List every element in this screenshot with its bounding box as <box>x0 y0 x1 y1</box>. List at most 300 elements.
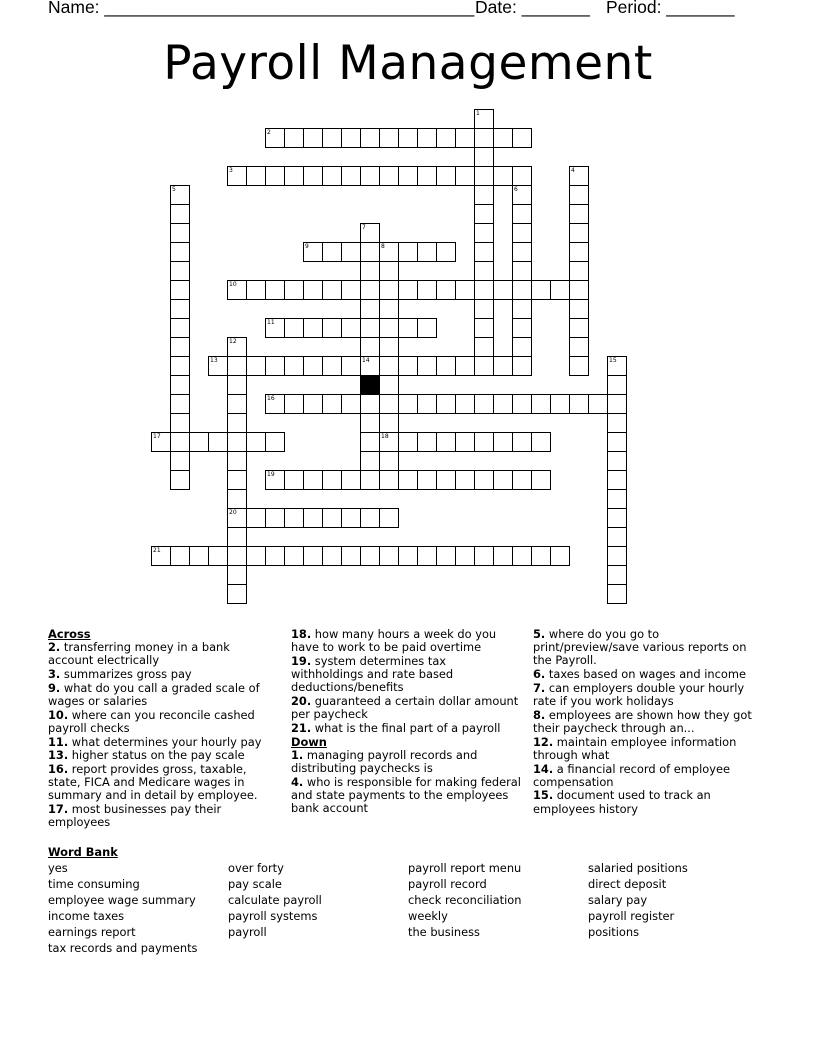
grid-cell[interactable] <box>607 394 627 414</box>
clue-text: employees are shown how they got their paycheck through an... <box>533 707 752 735</box>
grid-cell[interactable] <box>569 299 589 319</box>
grid-cell[interactable] <box>303 166 323 186</box>
clue-item <box>533 763 763 789</box>
grid-cell[interactable] <box>360 223 380 243</box>
clue-text: taxes based on wages and income <box>545 667 746 682</box>
word-bank-item: salaried positions <box>588 861 688 875</box>
grid-cell[interactable] <box>455 280 475 300</box>
grid-cell[interactable] <box>588 394 608 414</box>
grid-cell[interactable] <box>322 318 342 338</box>
grid-cell[interactable] <box>493 546 513 566</box>
grid-cell[interactable] <box>322 128 342 148</box>
grid-cell[interactable] <box>531 280 551 300</box>
grid-cell[interactable] <box>569 166 589 186</box>
grid-cell[interactable] <box>341 508 361 528</box>
grid-cell[interactable] <box>512 261 532 281</box>
grid-cell[interactable] <box>360 242 380 262</box>
grid-cell[interactable] <box>512 546 532 566</box>
clue-number: 8 <box>381 243 385 250</box>
grid-cell[interactable] <box>607 508 627 528</box>
clue-text: who is responsible for making federal and state payments to the employees bank account <box>291 774 521 816</box>
clue-text: how many hours a week do you have to work to be paid overtime <box>291 627 497 655</box>
clue-number-label: 11. <box>48 734 69 749</box>
grid-cell[interactable] <box>151 546 171 566</box>
grid-cell[interactable] <box>360 508 380 528</box>
grid-cell[interactable] <box>379 128 399 148</box>
clue-number: 5 <box>172 186 176 193</box>
grid-cell[interactable] <box>227 432 247 452</box>
grid-cell[interactable] <box>360 299 380 319</box>
grid-cell[interactable] <box>474 318 494 338</box>
grid-cell[interactable] <box>227 451 247 471</box>
clue-number: 21 <box>153 547 161 554</box>
grid-cell[interactable] <box>512 299 532 319</box>
grid-cell[interactable] <box>474 204 494 224</box>
grid-cell[interactable] <box>607 375 627 395</box>
grid-cell[interactable] <box>455 166 475 186</box>
grid-cell[interactable] <box>493 432 513 452</box>
grid-cell[interactable] <box>170 337 190 357</box>
grid-cell[interactable] <box>170 280 190 300</box>
grid-cell[interactable] <box>569 242 589 262</box>
grid-cell[interactable] <box>265 128 285 148</box>
grid-cell[interactable] <box>265 318 285 338</box>
clue-number: 12 <box>229 338 237 345</box>
grid-cell[interactable] <box>512 166 532 186</box>
grid-cell[interactable] <box>360 356 380 376</box>
grid-cell[interactable] <box>493 356 513 376</box>
grid-cell[interactable] <box>246 280 266 300</box>
grid-cell[interactable] <box>246 432 266 452</box>
grid-cell[interactable] <box>398 546 418 566</box>
grid-cell[interactable] <box>569 204 589 224</box>
grid-cell[interactable] <box>379 299 399 319</box>
grid-cell[interactable] <box>227 489 247 509</box>
grid-cell[interactable] <box>607 527 627 547</box>
grid-cell[interactable] <box>284 546 304 566</box>
grid-cell[interactable] <box>379 280 399 300</box>
clue-item <box>48 736 276 749</box>
down-heading: Down <box>291 734 327 749</box>
grid-cell[interactable] <box>379 356 399 376</box>
clue-item <box>48 668 276 681</box>
grid-cell[interactable] <box>360 432 380 452</box>
grid-cell[interactable] <box>455 394 475 414</box>
grid-cell[interactable] <box>379 375 399 395</box>
word-bank-item: check reconciliation <box>408 893 522 907</box>
grid-cell[interactable] <box>417 242 437 262</box>
clue-number-label: 14. <box>533 761 554 776</box>
clue-text: report provides gross, taxable, state, FICA and Medicare wages in summary and in detail by employee. <box>48 762 258 803</box>
clue-text: most businesses pay their employees <box>48 802 222 830</box>
grid-cell[interactable] <box>512 337 532 357</box>
grid-cell[interactable] <box>265 166 285 186</box>
grid-cell[interactable] <box>455 356 475 376</box>
grid-cell[interactable] <box>189 546 209 566</box>
grid-cell[interactable] <box>360 318 380 338</box>
grid-cell[interactable] <box>474 261 494 281</box>
grid-cell[interactable] <box>227 166 247 186</box>
word-bank-item: weekly <box>408 909 448 923</box>
grid-cell[interactable] <box>284 508 304 528</box>
grid-cell[interactable] <box>265 508 285 528</box>
grid-cell[interactable] <box>512 204 532 224</box>
grid-cell[interactable] <box>170 470 190 490</box>
grid-cell[interactable] <box>569 356 589 376</box>
grid-cell[interactable] <box>436 432 456 452</box>
word-bank-item: direct deposit <box>588 877 667 891</box>
clue-number: 7 <box>362 224 366 231</box>
grid-cell[interactable] <box>474 546 494 566</box>
grid-cell[interactable] <box>303 394 323 414</box>
clue-text: where can you reconcile cashed payroll checks <box>48 707 255 735</box>
grid-cell[interactable] <box>455 432 475 452</box>
grid-cell[interactable] <box>569 223 589 243</box>
grid-cell[interactable] <box>417 280 437 300</box>
grid-cell[interactable] <box>607 356 627 376</box>
grid-cell[interactable] <box>398 128 418 148</box>
down-clue-list-part1 <box>291 749 521 816</box>
grid-cell[interactable] <box>379 432 399 452</box>
grid-cell[interactable] <box>379 546 399 566</box>
grid-cell[interactable] <box>360 413 380 433</box>
grid-cell[interactable] <box>170 242 190 262</box>
grid-cell[interactable] <box>398 280 418 300</box>
grid-cell[interactable] <box>417 546 437 566</box>
grid-cell[interactable] <box>303 318 323 338</box>
grid-cell[interactable] <box>455 128 475 148</box>
grid-cell[interactable] <box>360 546 380 566</box>
grid-cell[interactable] <box>398 318 418 338</box>
grid-cell[interactable] <box>341 166 361 186</box>
grid-cell[interactable] <box>303 280 323 300</box>
grid-cell[interactable] <box>170 546 190 566</box>
clue-number-label: 9. <box>48 680 61 695</box>
grid-cell[interactable] <box>607 470 627 490</box>
grid-cell[interactable] <box>265 470 285 490</box>
grid-cell[interactable] <box>360 261 380 281</box>
grid-cell[interactable] <box>474 166 494 186</box>
word-bank-item: employee wage summary <box>48 893 196 907</box>
grid-cell[interactable] <box>417 432 437 452</box>
word-bank-item: positions <box>588 925 640 939</box>
grid-cell[interactable] <box>398 470 418 490</box>
grid-cell[interactable] <box>284 128 304 148</box>
grid-cell[interactable] <box>151 432 171 452</box>
grid-cell[interactable] <box>265 432 285 452</box>
grid-cell[interactable] <box>607 413 627 433</box>
grid-cell[interactable] <box>265 356 285 376</box>
grid-cell[interactable] <box>170 204 190 224</box>
grid-cell[interactable] <box>607 432 627 452</box>
grid-cell[interactable] <box>417 166 437 186</box>
clue-number-label: 13. <box>48 748 69 763</box>
word-bank-item: payroll record <box>408 877 487 891</box>
grid-cell[interactable] <box>474 280 494 300</box>
grid-cell[interactable] <box>379 242 399 262</box>
grid-cell[interactable] <box>436 470 456 490</box>
grid-cell[interactable] <box>379 508 399 528</box>
grid-cell[interactable] <box>512 356 532 376</box>
grid-cell[interactable] <box>474 223 494 243</box>
grid-cell[interactable] <box>170 432 190 452</box>
grid-cell[interactable] <box>531 470 551 490</box>
word-bank-item: income taxes <box>48 909 125 923</box>
grid-cell[interactable] <box>379 261 399 281</box>
clue-item <box>48 641 276 667</box>
grid-cell[interactable] <box>474 185 494 205</box>
grid-cell[interactable] <box>474 242 494 262</box>
grid-cell[interactable] <box>284 280 304 300</box>
grid-cell[interactable] <box>569 337 589 357</box>
period-field[interactable]: Period: _______ <box>606 0 735 17</box>
grid-cell[interactable] <box>493 166 513 186</box>
grid-cell[interactable] <box>265 394 285 414</box>
grid-cell[interactable] <box>284 318 304 338</box>
grid-cell[interactable] <box>436 166 456 186</box>
grid-cell[interactable] <box>474 470 494 490</box>
grid-cell[interactable] <box>512 470 532 490</box>
name-field[interactable]: Name: ______________________________________ <box>48 0 475 17</box>
word-bank-column-3 <box>408 860 588 940</box>
word-bank-item: time consuming <box>48 877 140 891</box>
clue-item <box>48 709 276 735</box>
grid-cell[interactable] <box>493 470 513 490</box>
grid-cell[interactable] <box>322 166 342 186</box>
grid-cell[interactable] <box>493 280 513 300</box>
grid-cell[interactable] <box>341 318 361 338</box>
grid-cell[interactable] <box>341 356 361 376</box>
grid-cell[interactable] <box>436 242 456 262</box>
clue-number: 10 <box>229 281 237 288</box>
grid-cell[interactable] <box>455 470 475 490</box>
grid-cell[interactable] <box>436 394 456 414</box>
grid-cell[interactable] <box>512 432 532 452</box>
word-bank-item: salary pay <box>588 893 648 907</box>
clue-item <box>533 736 763 762</box>
grid-cell[interactable] <box>227 546 247 566</box>
word-bank-item: payroll systems <box>228 909 318 923</box>
grid-cell[interactable] <box>417 394 437 414</box>
grid-cell[interactable] <box>569 318 589 338</box>
grid-cell[interactable] <box>436 280 456 300</box>
clue-number: 9 <box>305 243 309 250</box>
grid-cell[interactable] <box>208 432 228 452</box>
grid-cell[interactable] <box>474 432 494 452</box>
clue-item <box>291 628 521 654</box>
grid-cell[interactable] <box>360 470 380 490</box>
grid-cell[interactable] <box>512 128 532 148</box>
grid-cell[interactable] <box>227 413 247 433</box>
grid-cell[interactable] <box>322 508 342 528</box>
word-bank-item: payroll <box>228 925 267 939</box>
clues-column-1 <box>48 628 276 830</box>
grid-cell[interactable] <box>189 432 209 452</box>
grid-cell[interactable] <box>227 584 247 604</box>
grid-cell[interactable] <box>379 318 399 338</box>
grid-cell[interactable] <box>303 546 323 566</box>
grid-cell[interactable] <box>170 413 190 433</box>
clue-text: what do you call a graded scale of wages or salaries <box>48 680 260 709</box>
grid-cell[interactable] <box>246 546 266 566</box>
grid-cell[interactable] <box>341 242 361 262</box>
grid-cell[interactable] <box>322 394 342 414</box>
grid-cell[interactable] <box>303 470 323 490</box>
grid-cell[interactable] <box>607 546 627 566</box>
grid-cell[interactable] <box>170 318 190 338</box>
grid-cell[interactable] <box>322 546 342 566</box>
grid-cell[interactable] <box>303 356 323 376</box>
grid-cell[interactable] <box>284 166 304 186</box>
grid-cell[interactable] <box>227 337 247 357</box>
clue-text: transferring money in a bank account electrically <box>48 640 230 668</box>
grid-cell[interactable] <box>360 394 380 414</box>
grid-cell[interactable] <box>531 394 551 414</box>
grid-cell[interactable] <box>436 128 456 148</box>
grid-cell[interactable] <box>379 166 399 186</box>
grid-cell[interactable] <box>398 356 418 376</box>
grid-cell[interactable] <box>170 394 190 414</box>
grid-cell[interactable] <box>417 128 437 148</box>
grid-cell[interactable] <box>398 242 418 262</box>
grid-cell[interactable] <box>341 280 361 300</box>
grid-cell[interactable] <box>436 546 456 566</box>
grid-cell[interactable] <box>322 242 342 262</box>
grid-cell[interactable] <box>474 147 494 167</box>
grid-cell[interactable] <box>607 584 627 604</box>
grid-cell[interactable] <box>170 356 190 376</box>
grid-cell[interactable] <box>246 166 266 186</box>
clue-number-label: 1. <box>291 747 304 762</box>
grid-cell[interactable] <box>227 470 247 490</box>
grid-cell[interactable] <box>379 470 399 490</box>
grid-cell[interactable] <box>360 166 380 186</box>
grid-cell[interactable] <box>341 394 361 414</box>
clue-text: higher status on the pay scale <box>68 748 245 763</box>
grid-cell[interactable] <box>246 508 266 528</box>
clue-number: 18 <box>381 433 389 440</box>
clue-number-label: 4. <box>291 774 304 789</box>
grid-cell[interactable] <box>474 299 494 319</box>
grid-cell[interactable] <box>550 546 570 566</box>
grid-cell[interactable] <box>170 375 190 395</box>
grid-cell[interactable] <box>303 128 323 148</box>
grid-cell[interactable] <box>417 318 437 338</box>
grid-cell[interactable] <box>607 565 627 585</box>
grid-cell[interactable] <box>341 470 361 490</box>
grid-cell[interactable] <box>284 470 304 490</box>
grid-cell[interactable] <box>550 280 570 300</box>
grid-cell[interactable] <box>265 280 285 300</box>
grid-cell[interactable] <box>607 451 627 471</box>
grid-cell[interactable] <box>512 280 532 300</box>
grid-cell[interactable] <box>550 394 570 414</box>
grid-cell[interactable] <box>170 451 190 471</box>
grid-cell[interactable] <box>170 223 190 243</box>
grid-cell[interactable] <box>360 451 380 471</box>
grid-cell[interactable] <box>227 280 247 300</box>
grid-cell[interactable] <box>227 394 247 414</box>
clue-item <box>533 668 763 681</box>
grid-cell[interactable] <box>474 337 494 357</box>
grid-cell[interactable] <box>284 394 304 414</box>
grid-cell[interactable] <box>569 261 589 281</box>
grid-cell[interactable] <box>569 185 589 205</box>
grid-cell[interactable] <box>398 432 418 452</box>
grid-cell[interactable] <box>227 565 247 585</box>
grid-cell[interactable] <box>170 185 190 205</box>
grid-cell[interactable] <box>455 546 475 566</box>
clue-number-label: 3. <box>48 667 61 682</box>
grid-cell[interactable] <box>246 356 266 376</box>
grid-cell[interactable] <box>493 128 513 148</box>
grid-cell[interactable] <box>379 394 399 414</box>
grid-cell[interactable] <box>227 356 247 376</box>
grid-cell[interactable] <box>322 280 342 300</box>
clue-text: system determines tax withholdings and rate based deductions/benefits <box>291 653 454 695</box>
grid-cell[interactable] <box>512 394 532 414</box>
grid-cell[interactable] <box>322 470 342 490</box>
grid-cell[interactable] <box>531 546 551 566</box>
grid-cell[interactable] <box>265 546 285 566</box>
grid-cell[interactable] <box>512 223 532 243</box>
grid-cell[interactable] <box>607 489 627 509</box>
grid-cell[interactable] <box>170 261 190 281</box>
grid-cell[interactable] <box>493 394 513 414</box>
grid-cell[interactable] <box>474 356 494 376</box>
grid-cell[interactable] <box>569 394 589 414</box>
clue-item <box>533 628 763 668</box>
grid-cell[interactable] <box>208 546 228 566</box>
grid-cell[interactable] <box>379 413 399 433</box>
clue-item <box>48 803 276 829</box>
grid-cell[interactable] <box>303 508 323 528</box>
grid-cell[interactable] <box>360 337 380 357</box>
grid-cell[interactable] <box>284 356 304 376</box>
grid-cell[interactable] <box>512 185 532 205</box>
grid-cell[interactable] <box>398 394 418 414</box>
grid-cell[interactable] <box>170 299 190 319</box>
grid-cell[interactable] <box>569 280 589 300</box>
grid-cell[interactable] <box>360 280 380 300</box>
grid-cell[interactable] <box>322 356 342 376</box>
grid-cell[interactable] <box>474 109 494 129</box>
clue-number-label: 5. <box>533 627 546 641</box>
grid-cell[interactable] <box>208 356 228 376</box>
grid-cell[interactable] <box>360 128 380 148</box>
grid-cell[interactable] <box>227 508 247 528</box>
grid-cell[interactable] <box>379 451 399 471</box>
grid-cell[interactable] <box>531 432 551 452</box>
grid-cell[interactable] <box>398 166 418 186</box>
clue-number-label: 12. <box>533 734 554 749</box>
grid-cell[interactable] <box>436 356 456 376</box>
grid-cell[interactable] <box>227 527 247 547</box>
grid-cell[interactable] <box>512 318 532 338</box>
word-bank-column-2 <box>228 860 408 940</box>
grid-cell[interactable] <box>227 375 247 395</box>
date-field[interactable]: Date: _______ <box>475 0 590 17</box>
grid-cell[interactable] <box>474 128 494 148</box>
grid-cell[interactable] <box>303 242 323 262</box>
grid-cell[interactable] <box>417 470 437 490</box>
grid-cell[interactable] <box>379 337 399 357</box>
grid-cell[interactable] <box>341 128 361 148</box>
grid-cell[interactable] <box>341 546 361 566</box>
grid-cell[interactable] <box>512 242 532 262</box>
grid-cell[interactable] <box>474 394 494 414</box>
grid-cell[interactable] <box>417 356 437 376</box>
